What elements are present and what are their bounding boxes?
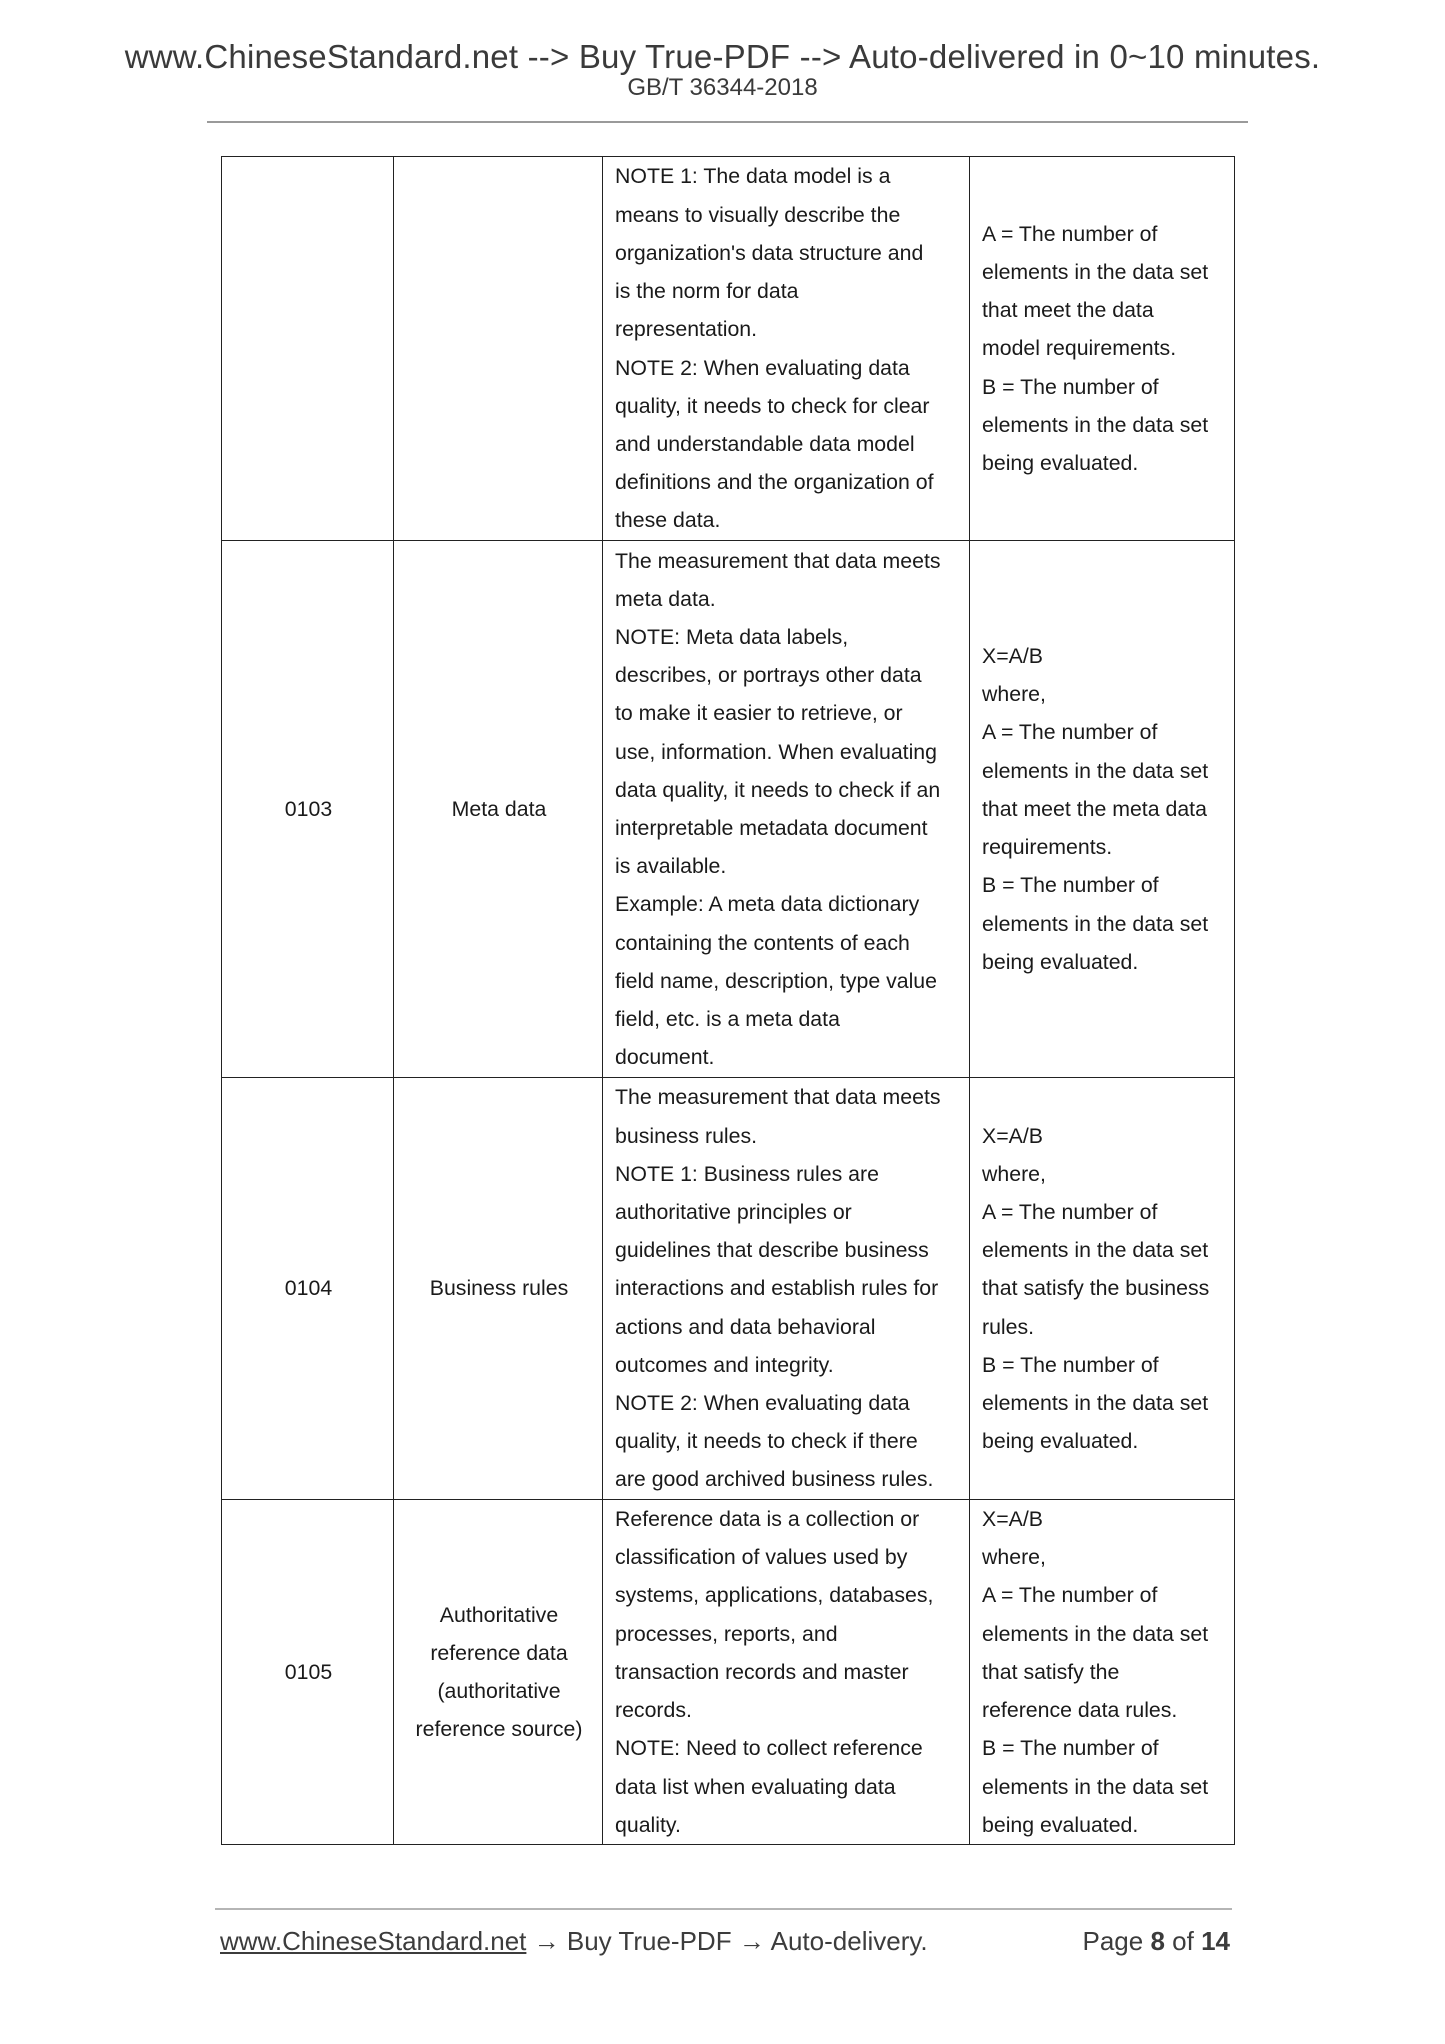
definition-line: NOTE: Need to collect reference <box>615 1736 923 1761</box>
definition-line: organization's data structure and <box>615 240 924 265</box>
formula-line: being evaluated. <box>982 1429 1139 1454</box>
formula-line: that satisfy the business <box>982 1276 1210 1301</box>
row-code: 0104 <box>284 1276 333 1301</box>
formula-line: B = The number of <box>982 374 1159 399</box>
row-formula-cell <box>970 1500 1235 1845</box>
definition-line: systems, applications, databases, <box>615 1583 934 1608</box>
definition-line: these data. <box>615 508 721 533</box>
formula-line: that meet the meta data <box>982 796 1207 821</box>
row-name-cell <box>394 541 603 1078</box>
definition-line: NOTE 2: When evaluating data <box>615 1391 910 1415</box>
row-code-cell <box>222 1500 394 1845</box>
row-code: 0105 <box>284 1659 333 1684</box>
formula-line: that satisfy the <box>982 1659 1120 1684</box>
row-name-line: reference source) <box>415 1717 583 1742</box>
definition-line: use, information. When evaluating <box>615 739 938 764</box>
formula-line: elements in the data set <box>982 758 1209 783</box>
formula-line: B = The number of <box>982 1352 1159 1377</box>
formula-line: requirements. <box>982 835 1113 860</box>
definition-line: outcomes and integrity. <box>615 1352 834 1377</box>
definition-line: data list when evaluating data <box>615 1774 896 1799</box>
definition-line: processes, reports, and <box>615 1621 838 1646</box>
formula-line: where, <box>982 1545 1046 1570</box>
formula-line: being evaluated. <box>982 949 1139 974</box>
row-definition-cell <box>603 157 970 541</box>
row-name-line: (authoritative <box>437 1679 561 1703</box>
row-name-cell <box>394 1078 603 1500</box>
row-name-cell <box>394 157 603 541</box>
definition-line: interactions and establish rules for <box>615 1276 939 1301</box>
page-total: 14 <box>1201 1926 1230 1956</box>
formula-line: A = The number of <box>982 221 1158 246</box>
footer-delivery-text: Auto-delivery. <box>770 1926 928 1956</box>
formula-line: where, <box>982 682 1046 707</box>
formula-line: A = The number of <box>982 1199 1158 1224</box>
table-row <box>222 541 1235 1078</box>
row-definition-cell <box>603 1500 970 1845</box>
row-name-line: Authoritative <box>439 1602 559 1627</box>
formula-line: elements in the data set <box>982 412 1209 437</box>
formula-line: being evaluated. <box>982 451 1139 475</box>
footer-buy-text: Buy True-PDF <box>566 1926 732 1956</box>
formula-line: A = The number of <box>982 1583 1158 1608</box>
page-indicator <box>1082 1926 1230 1957</box>
header-divider <box>207 121 1248 123</box>
definition-line: records. <box>615 1698 692 1723</box>
formula-line: where, <box>982 1161 1046 1186</box>
definition-line: business rules. <box>615 1123 758 1148</box>
document-code: GB/T 36344-2018 <box>627 74 818 101</box>
definition-line: NOTE: Meta data labels, <box>615 624 849 649</box>
footer <box>220 1926 1230 1957</box>
definition-line: field, etc. is a meta data <box>615 1007 840 1032</box>
table-row <box>222 157 1235 541</box>
row-definition-cell <box>603 541 970 1078</box>
definition-line: definitions and the organization of <box>615 470 934 495</box>
definition-line: guidelines that describe business <box>615 1238 929 1263</box>
footer-site-link[interactable]: www.ChineseStandard.net <box>220 1926 527 1956</box>
definition-line: is available. <box>615 854 727 879</box>
row-formula-cell <box>970 1078 1235 1500</box>
row-definition-cell <box>603 1078 970 1500</box>
row-name-line: Meta data <box>451 796 547 821</box>
formula-line: elements in the data set <box>982 259 1209 284</box>
formula-line: that meet the data <box>982 298 1154 323</box>
footer-divider <box>215 1908 1232 1910</box>
quality-metrics-table <box>221 156 1235 1845</box>
formula-line: model requirements. <box>982 336 1177 361</box>
definition-line: meta data. <box>615 586 716 611</box>
formula-line: rules. <box>982 1314 1035 1339</box>
definition-line: NOTE 2: When evaluating data <box>615 355 910 380</box>
formula-line: being evaluated. <box>982 1812 1139 1837</box>
table-row <box>222 1078 1235 1500</box>
formula-line: elements in the data set <box>982 1621 1209 1646</box>
formula-line: A = The number of <box>982 720 1158 745</box>
row-code: 0103 <box>284 796 333 821</box>
table-row <box>222 1500 1235 1845</box>
row-formula-cell <box>970 157 1235 541</box>
definition-line: document. <box>615 1045 715 1070</box>
definition-line: quality, it needs to check if there <box>615 1429 918 1454</box>
row-name-line: reference data <box>430 1640 568 1665</box>
definition-line: to make it easier to retrieve, or <box>615 701 903 726</box>
formula-line: B = The number of <box>982 1736 1159 1761</box>
formula-line: elements in the data set <box>982 1238 1209 1263</box>
formula-line: elements in the data set <box>982 911 1209 936</box>
formula-line: elements in the data set <box>982 1391 1209 1415</box>
definition-line: are good archived business rules. <box>615 1467 934 1492</box>
definition-line: representation. <box>615 317 758 342</box>
definition-line: quality. <box>615 1812 681 1837</box>
definition-line: NOTE 1: The data model is a <box>615 164 891 189</box>
definition-line: and understandable data model <box>615 431 915 456</box>
formula-line: reference data rules. <box>982 1698 1178 1723</box>
definition-line: describes, or portrays other data <box>615 663 922 688</box>
definition-line: classification of values used by <box>615 1545 908 1570</box>
row-formula-cell <box>970 541 1235 1078</box>
arrow-right-icon: → <box>738 1926 765 1956</box>
arrow-right-icon: → <box>533 1926 560 1956</box>
row-code-cell <box>222 157 394 541</box>
definition-line: actions and data behavioral <box>615 1314 876 1339</box>
definition-line: interpretable metadata document <box>615 816 928 840</box>
formula-line: X=A/B <box>982 1507 1043 1532</box>
page-of-label: of <box>1172 1926 1194 1956</box>
formula-line: X=A/B <box>982 644 1043 669</box>
definition-line: means to visually describe the <box>615 202 901 227</box>
definition-line: Example: A meta data dictionary <box>615 892 920 917</box>
definition-line: is the norm for data <box>615 279 799 304</box>
definition-line: transaction records and master <box>615 1659 909 1684</box>
page-label: Page <box>1082 1926 1144 1956</box>
page-current: 8 <box>1150 1926 1165 1956</box>
row-name-line: Business rules <box>429 1276 569 1301</box>
definition-line: quality, it needs to check for clear <box>615 393 930 418</box>
row-code-cell <box>222 1078 394 1500</box>
formula-line: elements in the data set <box>982 1774 1209 1799</box>
definition-line: containing the contents of each <box>615 930 910 955</box>
header-banner: www.ChineseStandard.net --> Buy True-PDF --> Auto-delivered in 0~10 minutes. <box>124 38 1321 75</box>
formula-line: B = The number of <box>982 873 1159 898</box>
definition-line: authoritative principles or <box>615 1199 852 1224</box>
definition-line: NOTE 1: Business rules are <box>615 1161 879 1186</box>
row-name-cell <box>394 1500 603 1845</box>
row-code-cell <box>222 541 394 1078</box>
definition-line: The measurement that data meets <box>615 548 941 573</box>
definition-line: Reference data is a collection or <box>615 1507 920 1532</box>
definition-line: The measurement that data meets <box>615 1085 941 1110</box>
formula-line: X=A/B <box>982 1123 1043 1148</box>
definition-line: data quality, it needs to check if an <box>615 777 941 802</box>
definition-line: field name, description, type value <box>615 968 938 993</box>
